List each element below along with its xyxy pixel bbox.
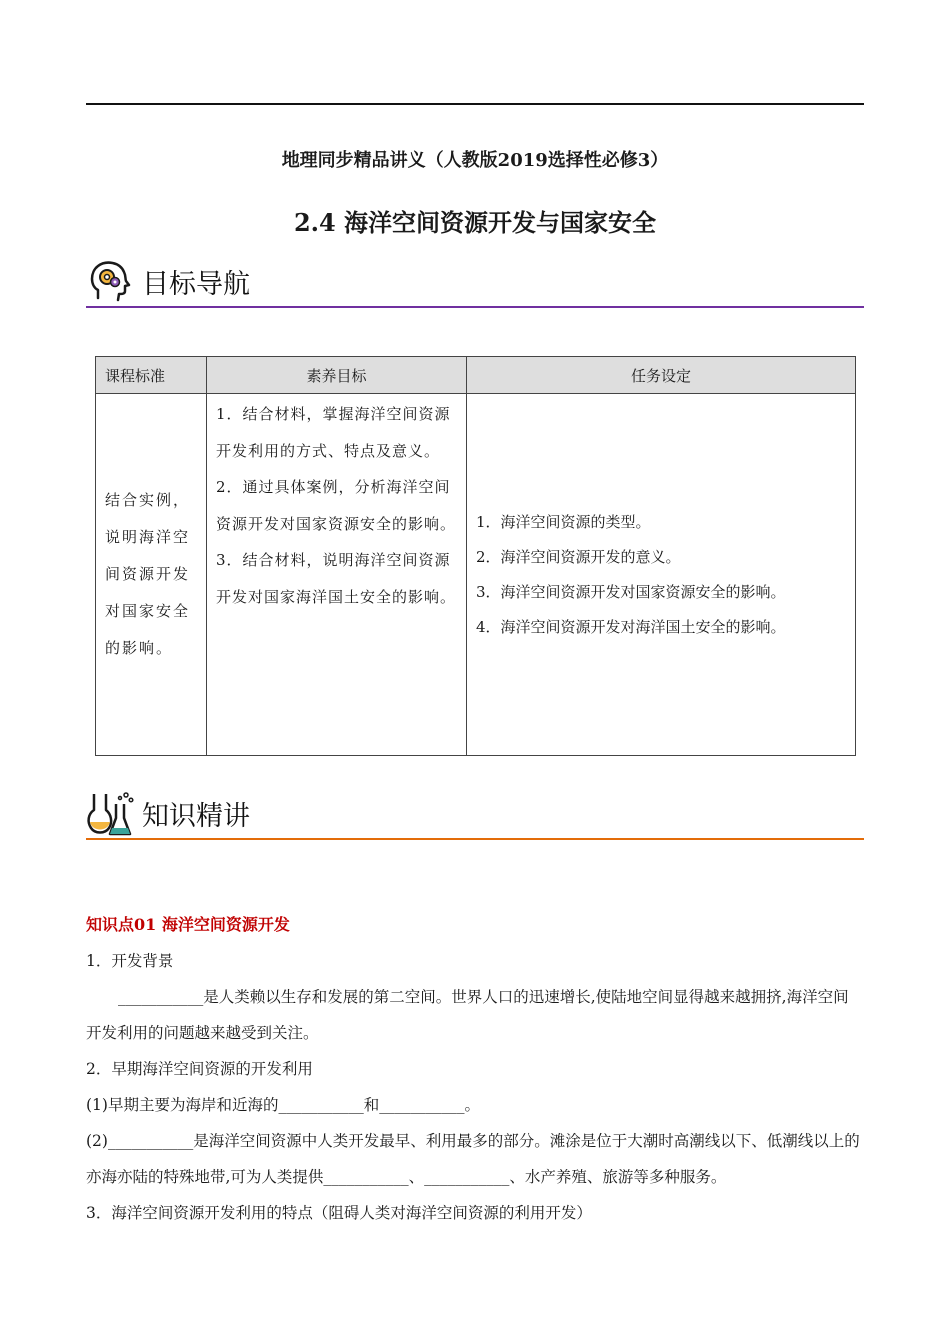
knowledge-point-title: 知识点01 海洋空间资源开发 xyxy=(86,915,290,934)
p2-item-2: (2)___________是海洋空间资源中人类开发最早、利用最多的部分。滩涂是位于大潮时高潮线以下、低潮线以上的亦海亦陆的特殊地带,可为人类提供___________、___________、水产养殖、旅游等多种服务。 xyxy=(86,1132,860,1186)
task-item: 2．海洋空间资源开发的意义。 xyxy=(476,547,681,566)
header-standard: 课程标准 xyxy=(96,357,207,394)
cell-literacy-goals xyxy=(207,394,467,756)
section-knowledge-label: 知识精讲 xyxy=(142,801,250,832)
literacy-goal-item: 2．通过具体案例，分析海洋空间资源开发对国家资源安全的影响。 xyxy=(216,478,457,533)
header-tasks: 任务设定 xyxy=(467,357,856,394)
section-goals-label: 目标导航 xyxy=(142,269,250,300)
cell-standard: 结合实例，说明海洋空间资源开发对国家安全的影响。 xyxy=(96,394,207,756)
task-item: 4．海洋空间资源开发对海洋国土安全的影响。 xyxy=(476,617,786,636)
lab-flask-icon xyxy=(86,790,136,838)
table-row xyxy=(96,394,856,756)
p2-heading: 2．早期海洋空间资源的开发利用 xyxy=(86,1060,313,1078)
series-title: 地理同步精品讲义（人教版2019选择性必修3） xyxy=(281,150,669,171)
header-literacy: 素养目标 xyxy=(207,357,467,394)
knowledge-body xyxy=(86,943,864,1231)
section-knowledge-rule xyxy=(86,838,864,840)
section-goals-rule xyxy=(86,306,864,308)
literacy-goal-item: 1．结合材料，掌握海洋空间资源开发利用的方式、特点及意义。 xyxy=(216,405,451,460)
table-header-row xyxy=(96,357,856,394)
lesson-title: 2.4 海洋空间资源开发与国家安全 xyxy=(293,208,657,237)
header-rule xyxy=(86,103,864,105)
task-item: 3．海洋空间资源开发对国家资源安全的影响。 xyxy=(476,582,786,601)
section-knowledge-header xyxy=(86,788,864,840)
p3-heading: 3．海洋空间资源开发利用的特点（阻碍人类对海洋空间资源的利用开发） xyxy=(86,1204,592,1222)
literacy-goal-item: 3．结合材料，说明海洋空间资源开发对国家海洋国土安全的影响。 xyxy=(216,551,457,606)
p2-item-1: (1)早期主要为海岸和近海的___________和___________。 xyxy=(86,1096,480,1114)
section-goals-header xyxy=(86,256,864,308)
p1-heading: 1．开发背景 xyxy=(86,952,174,970)
head-gears-icon xyxy=(86,258,132,304)
goal-table xyxy=(95,356,856,756)
task-item: 1．海洋空间资源的类型。 xyxy=(476,512,651,531)
cell-tasks xyxy=(467,394,856,756)
p1-text: ___________是人类赖以生存和发展的第二空间。世界人口的迅速增长,使陆地空间显得越来越拥挤,海洋空间开发利用的问题越来越受到关注。 xyxy=(86,988,849,1042)
